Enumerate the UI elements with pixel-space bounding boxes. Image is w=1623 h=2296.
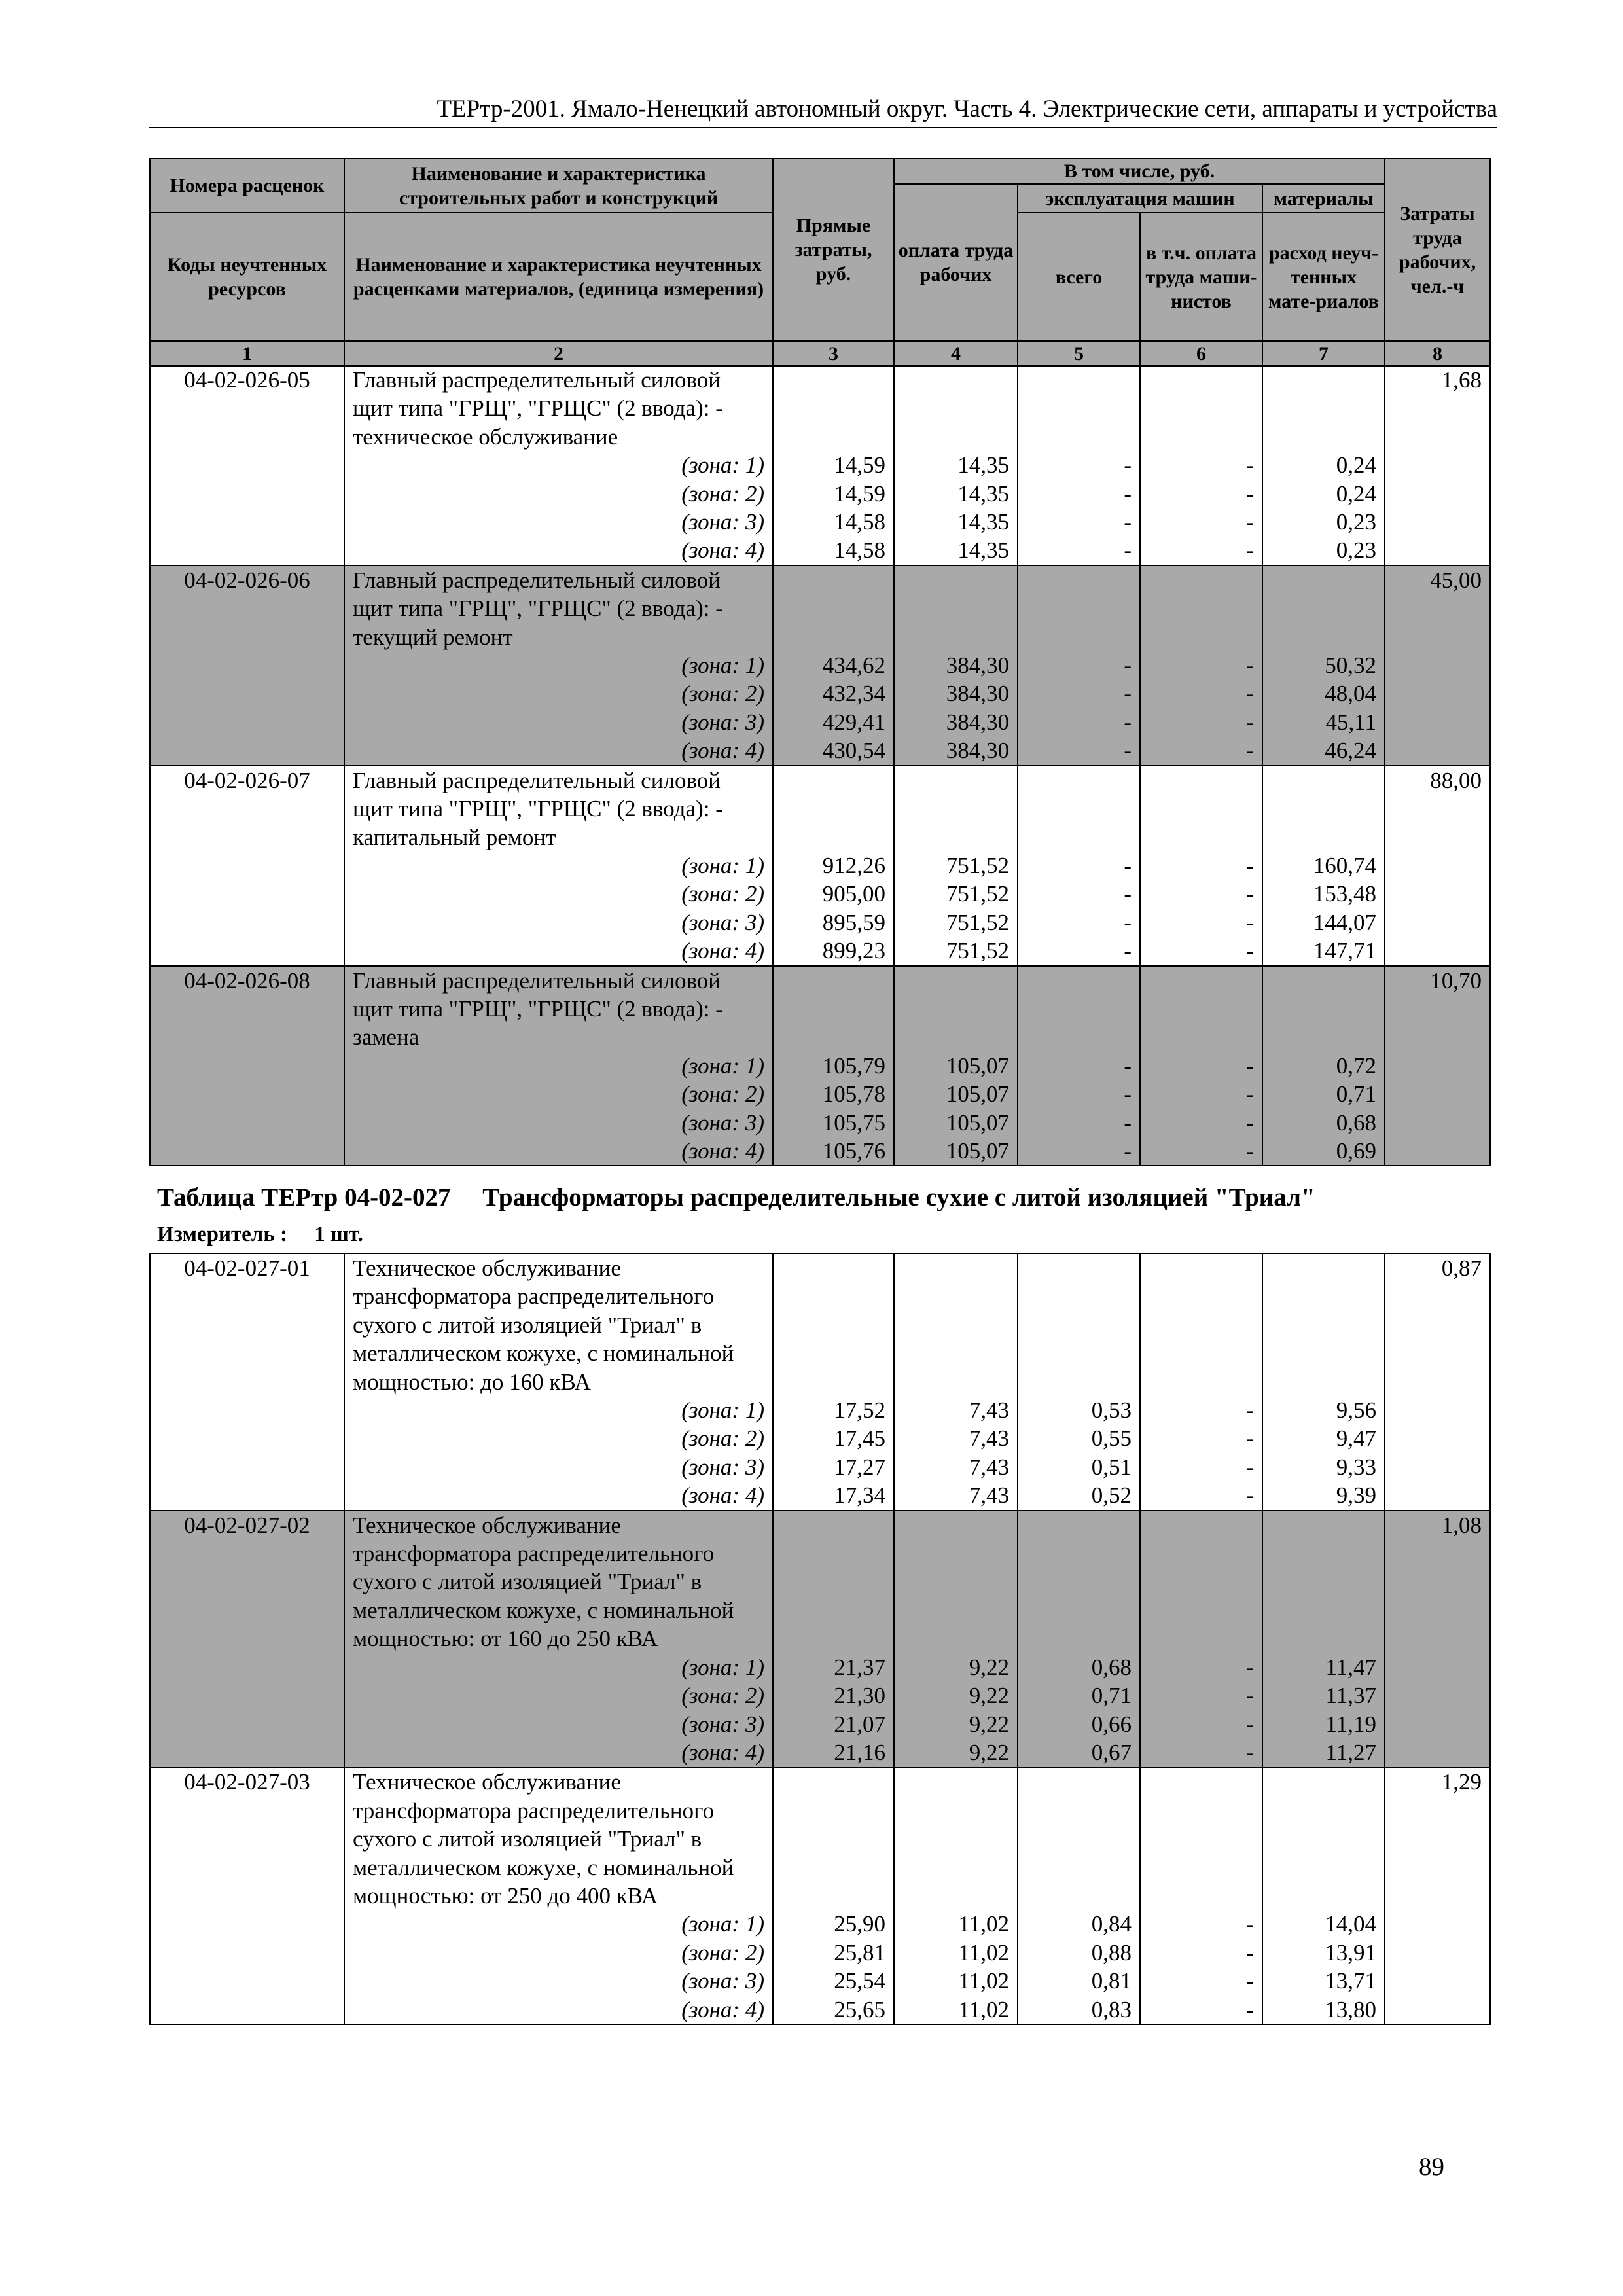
rate-row <box>150 766 1490 966</box>
description-line: Главный распределительный силовой <box>353 567 721 593</box>
machines-value: - <box>1124 881 1132 907</box>
materials-value: 0,72 <box>1336 1052 1376 1079</box>
description-line: сухого с литой изоляцией "Триал" в <box>353 1826 702 1852</box>
zone-label: (зона: 3) <box>681 1968 764 1994</box>
machines-value: 0,53 <box>1091 1397 1132 1424</box>
column-numbers-row <box>150 341 1490 367</box>
machines-value: - <box>1124 1109 1132 1136</box>
machines-value: - <box>1124 537 1132 564</box>
machinists-value: - <box>1246 1482 1254 1509</box>
description-line: Техническое обслуживание <box>353 1255 621 1281</box>
wages-values <box>894 766 1018 966</box>
wages-value: 105,07 <box>946 1081 1009 1107</box>
description-line: капитальный ремонт <box>353 824 556 850</box>
header-resource-codes: Коды неучтенных ресурсов <box>150 213 344 341</box>
wages-value: 11,02 <box>958 1968 1009 1994</box>
machinists-value: - <box>1246 1081 1254 1107</box>
header-including: В том числе, руб. <box>894 158 1385 184</box>
machines-value: - <box>1124 738 1132 764</box>
wages-value: 14,35 <box>957 509 1009 535</box>
machinists-value: - <box>1246 452 1254 478</box>
page-number: 89 <box>1419 2153 1444 2181</box>
header-materials: материалы <box>1262 184 1385 213</box>
materials-values <box>1262 1253 1385 1511</box>
rate-code: 04-02-027-01 <box>150 1253 344 1511</box>
direct-values <box>773 1253 894 1511</box>
materials-value: 9,56 <box>1336 1397 1376 1424</box>
rate-row <box>150 1511 1490 1768</box>
zone-label: (зона: 4) <box>681 1138 764 1164</box>
materials-value: 11,37 <box>1325 1683 1376 1709</box>
materials-value: 9,39 <box>1336 1482 1376 1509</box>
description-line: трансформатора распределительного <box>353 1283 715 1310</box>
wages-value: 384,30 <box>946 738 1009 764</box>
materials-value: 0,24 <box>1336 480 1376 507</box>
materials-value: 147,71 <box>1313 938 1376 964</box>
machines-value: 0,68 <box>1091 1654 1132 1680</box>
machinists-values <box>1140 565 1262 766</box>
wages-value: 751,52 <box>946 938 1009 964</box>
zone-label: (зона: 2) <box>681 881 764 907</box>
materials-value: 0,69 <box>1336 1138 1376 1164</box>
description-line: мощностью: до 160 кВА <box>353 1369 591 1395</box>
direct-value: 17,27 <box>834 1454 885 1480</box>
machines-value: 0,88 <box>1091 1939 1132 1965</box>
machinists-value: - <box>1246 1426 1254 1452</box>
rate-description <box>344 1253 773 1511</box>
wages-value: 9,22 <box>969 1654 1009 1680</box>
direct-values <box>773 766 894 966</box>
description-line: щит типа "ГРЩ", "ГРЩС" (2 ввода): - <box>353 996 723 1022</box>
machines-value: - <box>1124 681 1132 707</box>
direct-value: 895,59 <box>822 909 885 935</box>
machinists-value: - <box>1246 1968 1254 1994</box>
labor-value: 45,00 <box>1385 565 1490 766</box>
machinists-values <box>1140 966 1262 1166</box>
description-line: Техническое обслуживание <box>353 1769 621 1795</box>
materials-value: 0,68 <box>1336 1109 1376 1136</box>
wages-value: 14,35 <box>957 537 1009 564</box>
machines-value: 0,52 <box>1091 1482 1132 1509</box>
rate-code: 04-02-026-07 <box>150 766 344 966</box>
rate-code: 04-02-026-05 <box>150 365 344 565</box>
description-line: металлическом кожухе, с номинальной <box>353 1340 734 1367</box>
column-number: 6 <box>1140 341 1262 367</box>
wages-value: 384,30 <box>946 653 1009 679</box>
description-line: Главный распределительный силовой <box>353 367 721 393</box>
wages-value: 105,07 <box>946 1138 1009 1164</box>
wages-value: 11,02 <box>958 1911 1009 1937</box>
direct-values <box>773 365 894 565</box>
zone-label: (зона: 4) <box>681 1482 764 1509</box>
materials-value: 160,74 <box>1313 852 1376 878</box>
materials-values <box>1262 565 1385 766</box>
direct-value: 25,81 <box>834 1939 885 1965</box>
direct-values <box>773 565 894 766</box>
materials-values <box>1262 1767 1385 2024</box>
materials-value: 144,07 <box>1313 909 1376 935</box>
materials-value: 153,48 <box>1313 881 1376 907</box>
machinists-value: - <box>1246 653 1254 679</box>
machinists-value: - <box>1246 709 1254 735</box>
materials-value: 14,04 <box>1325 1911 1376 1937</box>
description-line: замена <box>353 1024 419 1050</box>
zone-label: (зона: 2) <box>681 480 764 507</box>
wages-values <box>894 966 1018 1166</box>
description-line: текущий ремонт <box>353 624 513 650</box>
direct-value: 430,54 <box>822 738 885 764</box>
zone-label: (зона: 2) <box>681 1081 764 1107</box>
rate-row <box>150 365 1490 565</box>
rate-code: 04-02-027-02 <box>150 1511 344 1768</box>
running-header: ТЕРтр-2001. Ямало-Ненецкий автономный округ. Часть 4. Электрические сети, аппараты и устройства <box>149 94 1497 128</box>
column-number: 5 <box>1018 341 1140 367</box>
machinists-value: - <box>1246 938 1254 964</box>
wages-values <box>894 1511 1018 1768</box>
labor-value: 1,29 <box>1385 1767 1490 2024</box>
direct-value: 21,16 <box>834 1739 885 1765</box>
machinists-value: - <box>1246 1683 1254 1709</box>
machines-values <box>1018 1767 1140 2024</box>
header-labor: Затраты труда рабочих, чел.-ч <box>1385 158 1490 341</box>
machines-value: 0,66 <box>1091 1711 1132 1737</box>
direct-values <box>773 1511 894 1768</box>
header-wages: оплата труда рабочих <box>894 184 1018 341</box>
zone-label: (зона: 4) <box>681 938 764 964</box>
description-line: сухого с литой изоляцией "Триал" в <box>353 1312 702 1338</box>
materials-value: 9,33 <box>1336 1454 1376 1480</box>
description-line: мощностью: от 250 до 400 кВА <box>353 1882 658 1909</box>
direct-value: 432,34 <box>822 681 885 707</box>
machinists-value: - <box>1246 738 1254 764</box>
machines-values <box>1018 1511 1140 1768</box>
zone-label: (зона: 4) <box>681 1739 764 1765</box>
machines-values <box>1018 966 1140 1166</box>
zone-label: (зона: 3) <box>681 909 764 935</box>
direct-value: 429,41 <box>822 709 885 735</box>
zone-label: (зона: 2) <box>681 1683 764 1709</box>
rate-row <box>150 565 1490 766</box>
machinists-values <box>1140 365 1262 565</box>
rate-description <box>344 966 773 1166</box>
materials-value: 0,23 <box>1336 509 1376 535</box>
direct-value: 17,52 <box>834 1397 885 1424</box>
direct-value: 899,23 <box>822 938 885 964</box>
machinists-value: - <box>1246 1711 1254 1737</box>
direct-value: 105,76 <box>822 1138 885 1164</box>
machinists-values <box>1140 1767 1262 2024</box>
machines-value: - <box>1124 852 1132 878</box>
direct-value: 105,79 <box>822 1052 885 1079</box>
rate-description <box>344 565 773 766</box>
rate-code: 04-02-026-06 <box>150 565 344 766</box>
description-line: трансформатора распределительного <box>353 1797 715 1823</box>
machines-value: - <box>1124 509 1132 535</box>
description-line: сухого с литой изоляцией "Триал" в <box>353 1569 702 1595</box>
machinists-value: - <box>1246 509 1254 535</box>
wages-values <box>894 1253 1018 1511</box>
machines-values <box>1018 766 1140 966</box>
description-line: техническое обслуживание <box>353 423 618 450</box>
wages-value: 7,43 <box>969 1397 1009 1424</box>
table-title: Таблица ТЕРтр 04-02-027 Трансформаторы распределительные сухие с литой изоляцией "Триал" <box>157 1183 1315 1211</box>
machines-value: 0,55 <box>1091 1426 1132 1452</box>
column-number: 1 <box>150 341 344 367</box>
zone-label: (зона: 1) <box>681 1654 764 1680</box>
wages-value: 9,22 <box>969 1711 1009 1737</box>
machinists-values <box>1140 766 1262 966</box>
materials-value: 9,47 <box>1336 1426 1376 1452</box>
wages-value: 105,07 <box>946 1052 1009 1079</box>
machinists-value: - <box>1246 909 1254 935</box>
rates-table-027 <box>149 1253 1491 2025</box>
machinists-value: - <box>1246 1654 1254 1680</box>
header-direct-costs: Прямые затраты, руб. <box>773 158 894 341</box>
wages-value: 384,30 <box>946 681 1009 707</box>
machinists-value: - <box>1246 1939 1254 1965</box>
zone-label: (зона: 2) <box>681 681 764 707</box>
materials-value: 11,27 <box>1325 1739 1376 1765</box>
direct-value: 21,37 <box>834 1654 885 1680</box>
rate-description <box>344 766 773 966</box>
machines-value: 0,83 <box>1091 1996 1132 2022</box>
wages-value: 11,02 <box>958 1939 1009 1965</box>
description-line: металлическом кожухе, с номинальной <box>353 1854 734 1880</box>
machines-values <box>1018 365 1140 565</box>
rate-description <box>344 365 773 565</box>
column-number: 2 <box>344 341 773 367</box>
machines-value: 0,81 <box>1091 1968 1132 1994</box>
materials-value: 13,80 <box>1325 1996 1376 2022</box>
zone-label: (зона: 1) <box>681 1397 764 1424</box>
direct-value: 14,58 <box>834 537 885 564</box>
description-line: Главный распределительный силовой <box>353 967 721 994</box>
direct-value: 21,07 <box>834 1711 885 1737</box>
zone-label: (зона: 1) <box>681 653 764 679</box>
materials-value: 0,23 <box>1336 537 1376 564</box>
direct-value: 105,78 <box>822 1081 885 1107</box>
direct-value: 14,58 <box>834 509 885 535</box>
machinists-value: - <box>1246 852 1254 878</box>
machines-value: - <box>1124 1081 1132 1107</box>
machinists-value: - <box>1246 1911 1254 1937</box>
machines-value: - <box>1124 452 1132 478</box>
header-machine-operation: эксплуатация машин <box>1018 184 1262 213</box>
column-number: 8 <box>1385 341 1490 367</box>
wages-value: 751,52 <box>946 909 1009 935</box>
description-line: щит типа "ГРЩ", "ГРЩС" (2 ввода): - <box>353 395 723 422</box>
machinists-values <box>1140 1511 1262 1768</box>
column-number: 4 <box>894 341 1018 367</box>
zone-label: (зона: 1) <box>681 1911 764 1937</box>
machines-value: 0,51 <box>1091 1454 1132 1480</box>
wages-value: 14,35 <box>957 452 1009 478</box>
wages-value: 7,43 <box>969 1426 1009 1452</box>
machines-value: 0,84 <box>1091 1911 1132 1937</box>
direct-value: 25,65 <box>834 1996 885 2022</box>
machinists-value: - <box>1246 1138 1254 1164</box>
labor-value: 0,87 <box>1385 1253 1490 1511</box>
wages-value: 7,43 <box>969 1454 1009 1480</box>
rate-row <box>150 1253 1490 1511</box>
rate-description <box>344 1767 773 2024</box>
materials-values <box>1262 365 1385 565</box>
description-line: Главный распределительный силовой <box>353 767 721 793</box>
machines-value: - <box>1124 1052 1132 1079</box>
rate-code: 04-02-026-08 <box>150 966 344 1166</box>
materials-value: 48,04 <box>1325 681 1376 707</box>
machinists-values <box>1140 1253 1262 1511</box>
zone-label: (зона: 1) <box>681 852 764 878</box>
machinists-value: - <box>1246 681 1254 707</box>
materials-value: 0,71 <box>1336 1081 1376 1107</box>
zone-label: (зона: 2) <box>681 1939 764 1965</box>
machines-value: 0,71 <box>1091 1683 1132 1709</box>
labor-value: 10,70 <box>1385 966 1490 1166</box>
direct-value: 14,59 <box>834 452 885 478</box>
zone-label: (зона: 4) <box>681 738 764 764</box>
direct-value: 14,59 <box>834 480 885 507</box>
labor-value: 1,68 <box>1385 365 1490 565</box>
rates-table-026 <box>149 365 1491 1166</box>
rate-code: 04-02-027-03 <box>150 1767 344 2024</box>
header-machinist-wages: в т.ч. оплата труда маши-нистов <box>1140 213 1262 341</box>
direct-value: 25,54 <box>834 1968 885 1994</box>
direct-values <box>773 966 894 1166</box>
zone-label: (зона: 4) <box>681 537 764 564</box>
machinists-value: - <box>1246 1052 1254 1079</box>
table-header <box>149 158 1491 367</box>
zone-label: (зона: 1) <box>681 1052 764 1079</box>
machines-value: 0,67 <box>1091 1739 1132 1765</box>
machines-value: - <box>1124 709 1132 735</box>
zone-label: (зона: 3) <box>681 1454 764 1480</box>
wages-value: 11,02 <box>958 1996 1009 2022</box>
materials-values <box>1262 966 1385 1166</box>
machinists-value: - <box>1246 1454 1254 1480</box>
zone-label: (зона: 3) <box>681 709 764 735</box>
header-rate-numbers: Номера расценок <box>150 158 344 213</box>
wages-value: 384,30 <box>946 709 1009 735</box>
wages-values <box>894 365 1018 565</box>
materials-value: 11,19 <box>1325 1711 1376 1737</box>
materials-value: 13,91 <box>1325 1939 1376 1965</box>
machines-value: - <box>1124 909 1132 935</box>
description-line: Техническое обслуживание <box>353 1512 621 1538</box>
machinists-value: - <box>1246 1397 1254 1424</box>
header-materials-consumption: расход неуч-тенных мате-риалов <box>1262 213 1385 341</box>
wages-value: 7,43 <box>969 1482 1009 1509</box>
machinists-value: - <box>1246 537 1254 564</box>
machinists-value: - <box>1246 1109 1254 1136</box>
header-work-name: Наименование и характеристика строительных работ и конструкций <box>344 158 773 213</box>
zone-label: (зона: 1) <box>681 452 764 478</box>
materials-value: 0,24 <box>1336 452 1376 478</box>
direct-values <box>773 1767 894 2024</box>
column-number: 3 <box>773 341 894 367</box>
wages-values <box>894 1767 1018 2024</box>
materials-value: 46,24 <box>1325 738 1376 764</box>
direct-value: 905,00 <box>822 881 885 907</box>
labor-value: 1,08 <box>1385 1511 1490 1768</box>
column-number: 7 <box>1262 341 1385 367</box>
description-line: мощностью: от 160 до 250 кВА <box>353 1626 658 1652</box>
wages-value: 751,52 <box>946 881 1009 907</box>
wages-value: 105,07 <box>946 1109 1009 1136</box>
zone-label: (зона: 3) <box>681 509 764 535</box>
zone-label: (зона: 3) <box>681 1711 764 1737</box>
header-material-name: Наименование и характеристика неучтенных расценками материалов, (единица измерения) <box>344 213 773 341</box>
machines-value: - <box>1124 938 1132 964</box>
direct-value: 912,26 <box>822 852 885 878</box>
machines-values <box>1018 1253 1140 1511</box>
rate-row <box>150 1767 1490 2024</box>
direct-value: 434,62 <box>822 653 885 679</box>
machinists-value: - <box>1246 1739 1254 1765</box>
direct-value: 17,45 <box>834 1426 885 1452</box>
machinists-value: - <box>1246 480 1254 507</box>
header-machine-total: всего <box>1018 213 1140 341</box>
direct-value: 21,30 <box>834 1683 885 1709</box>
materials-value: 50,32 <box>1325 653 1376 679</box>
wages-values <box>894 565 1018 766</box>
materials-values <box>1262 766 1385 966</box>
machinists-value: - <box>1246 881 1254 907</box>
materials-value: 11,47 <box>1325 1654 1376 1680</box>
direct-value: 17,34 <box>834 1482 885 1509</box>
machines-value: - <box>1124 480 1132 507</box>
machines-value: - <box>1124 1138 1132 1164</box>
description-line: металлическом кожухе, с номинальной <box>353 1597 734 1623</box>
wages-value: 9,22 <box>969 1683 1009 1709</box>
materials-value: 45,11 <box>1325 709 1376 735</box>
rate-description <box>344 1511 773 1768</box>
zone-label: (зона: 3) <box>681 1109 764 1136</box>
materials-values <box>1262 1511 1385 1768</box>
machinists-value: - <box>1246 1996 1254 2022</box>
direct-value: 105,75 <box>822 1109 885 1136</box>
wages-value: 751,52 <box>946 852 1009 878</box>
machines-value: - <box>1124 653 1132 679</box>
labor-value: 88,00 <box>1385 766 1490 966</box>
description-line: щит типа "ГРЩ", "ГРЩС" (2 ввода): - <box>353 596 723 622</box>
machines-values <box>1018 565 1140 766</box>
description-line: трансформатора распределительного <box>353 1541 715 1567</box>
rate-row <box>150 966 1490 1166</box>
direct-value: 25,90 <box>834 1911 885 1937</box>
wages-value: 14,35 <box>957 480 1009 507</box>
zone-label: (зона: 4) <box>681 1996 764 2022</box>
wages-value: 9,22 <box>969 1739 1009 1765</box>
zone-label: (зона: 2) <box>681 1426 764 1452</box>
unit-line: Измеритель : 1 шт. <box>157 1223 363 1246</box>
description-line: щит типа "ГРЩ", "ГРЩС" (2 ввода): - <box>353 796 723 822</box>
materials-value: 13,71 <box>1325 1968 1376 1994</box>
